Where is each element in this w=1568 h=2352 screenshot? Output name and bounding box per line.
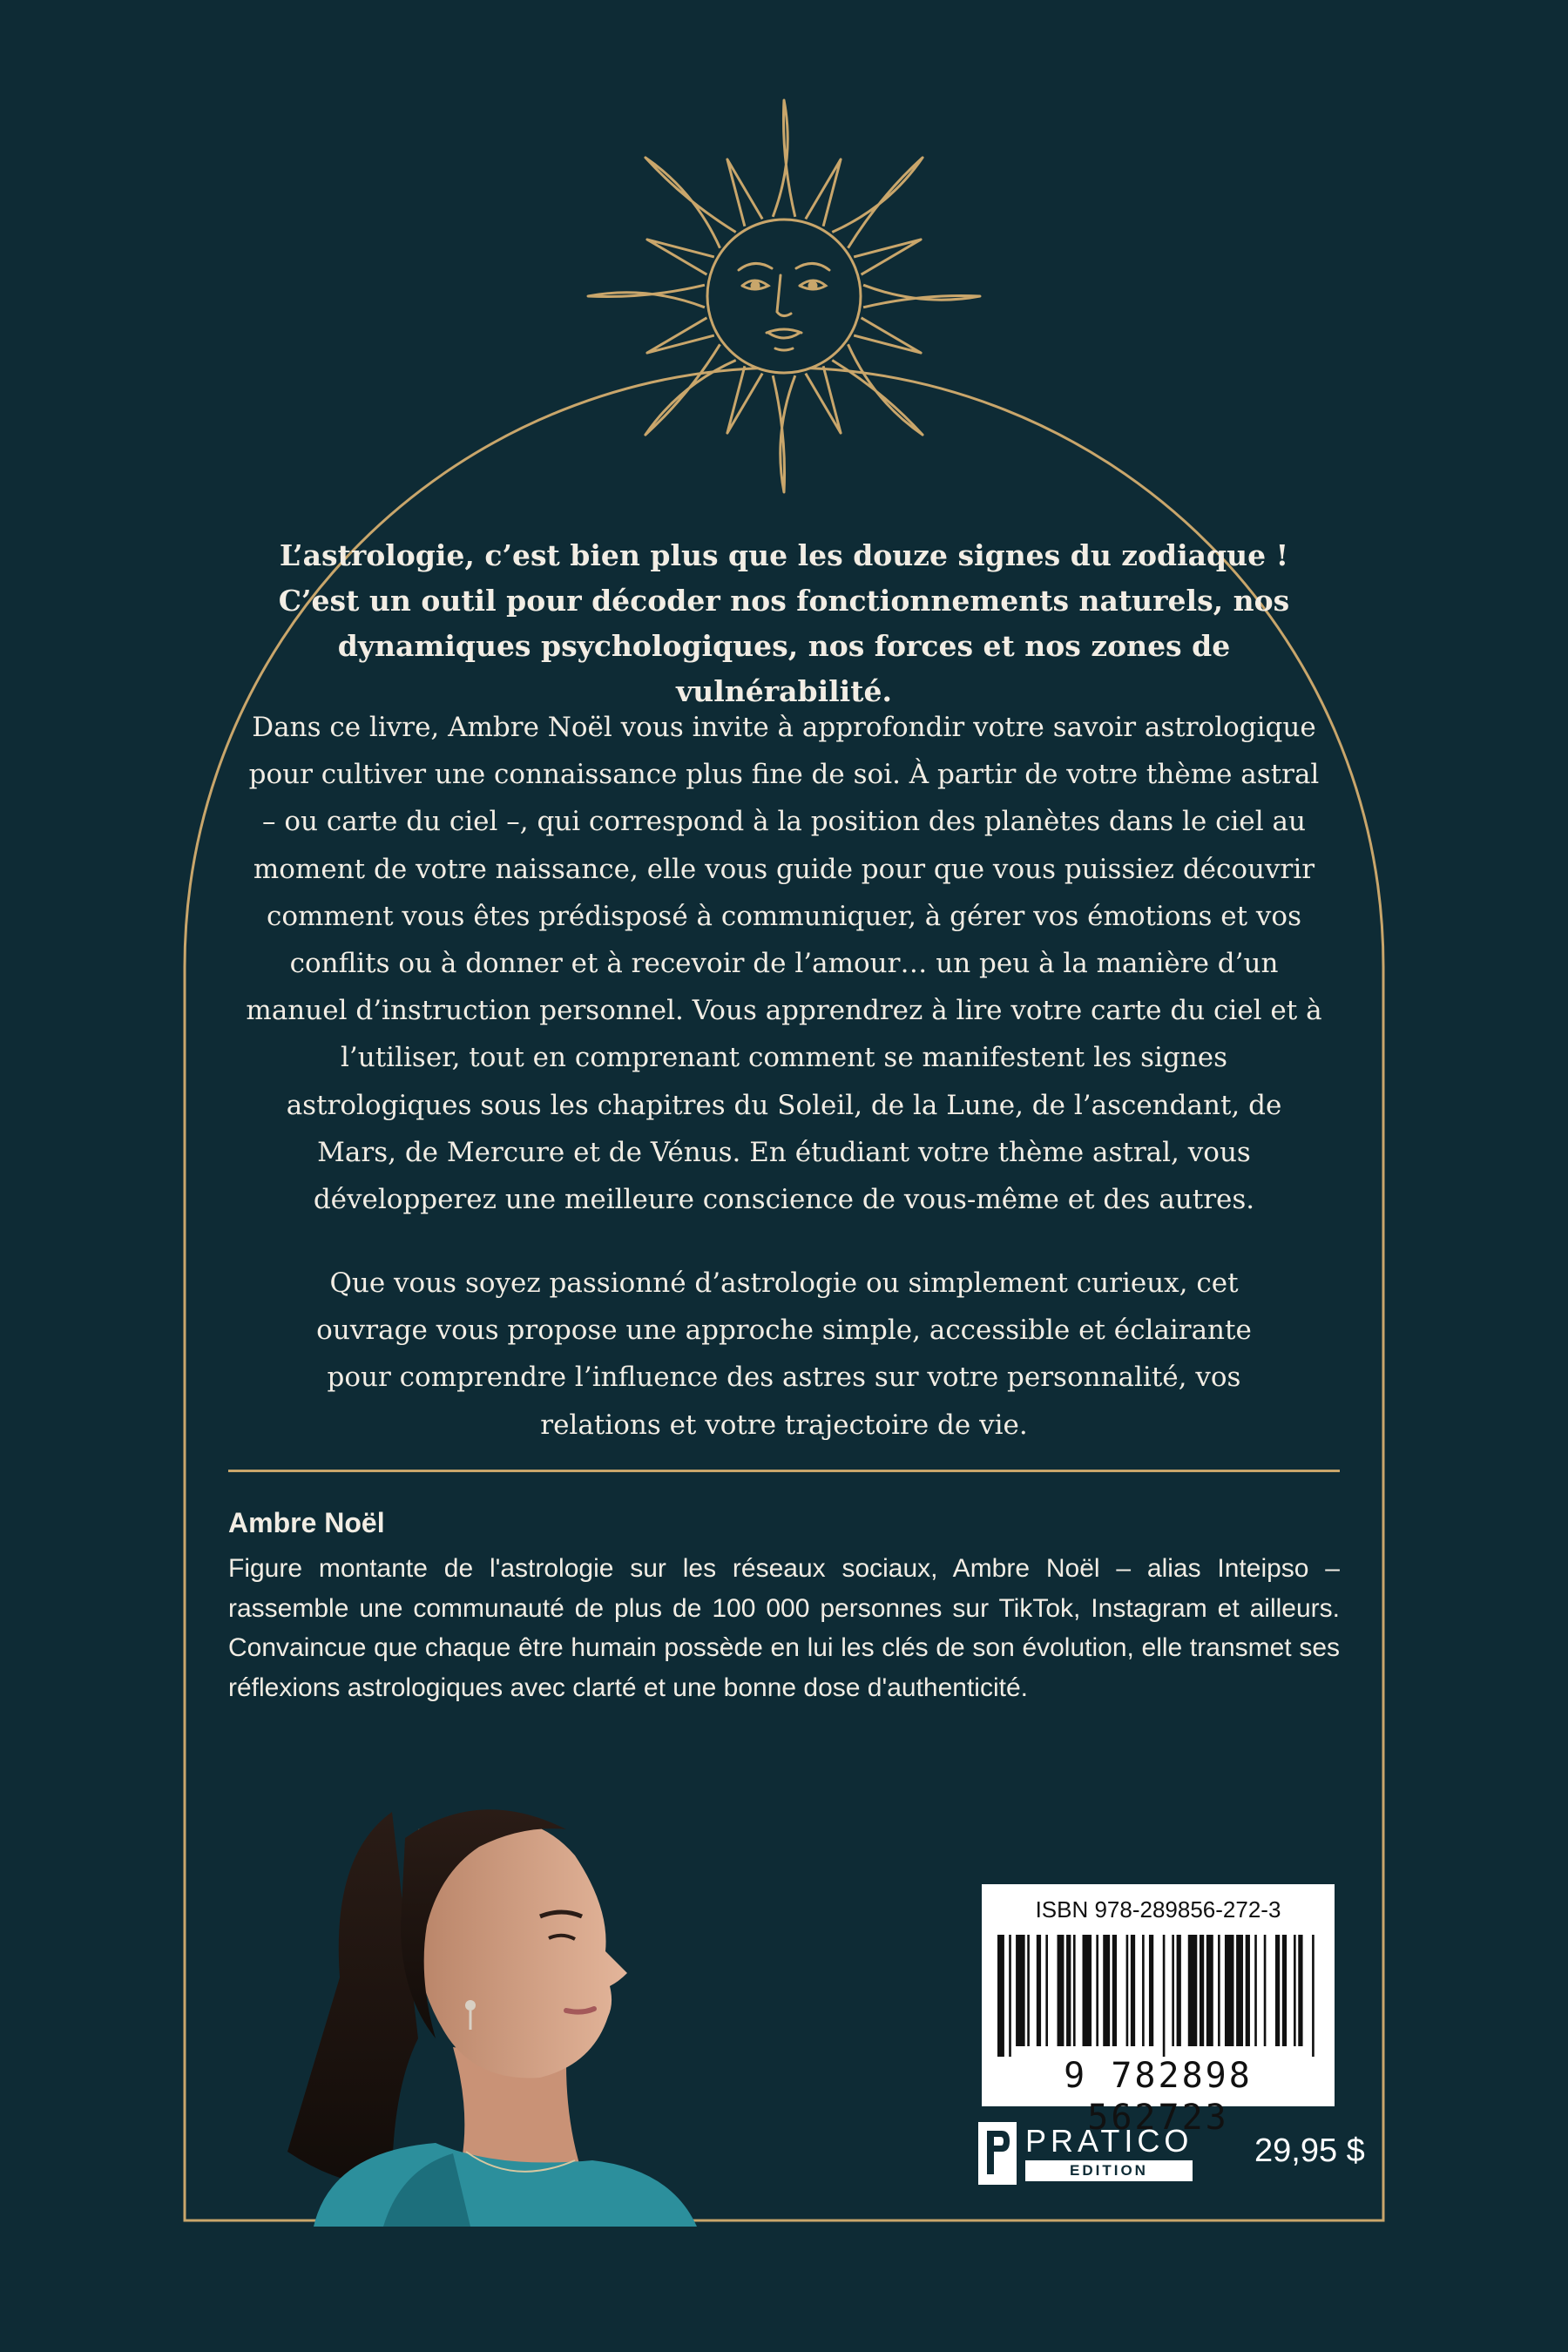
barcode-bar bbox=[1096, 1935, 1098, 2046]
barcode bbox=[997, 1935, 1319, 2057]
author-portrait bbox=[261, 1777, 732, 2227]
barcode-bar bbox=[1275, 1935, 1280, 2046]
barcode-bar bbox=[1188, 1935, 1198, 2046]
sun-face-icon bbox=[575, 87, 993, 505]
barcode-bar bbox=[1058, 1935, 1064, 2046]
barcode-bar bbox=[1149, 1935, 1153, 2046]
barcode-bar bbox=[1009, 1935, 1011, 2057]
barcode-bar bbox=[1131, 1935, 1135, 2046]
barcode-bar bbox=[1282, 1935, 1287, 2046]
description-paragraph: Dans ce livre, Ambre Noël vous invite à approfondir votre savoir astrologique pour cultiver une connaissance plus fine de soi. À partir de votre thème astral – ou carte du ciel –, qui correspond à la position des planètes dans le ciel au moment de votre naissance, elle vous guide pour que vous puissiez découvrir comment vous êtes prédisposé à communiquer, à gérer vos émotions et vos conflits ou à donner et à recevoir de l’amour… un peu à la manière d’un manuel d’instruction personnel. Vous apprendrez à lire votre carte du ciel et à l’utiliser, tout en comprenant comment se manifestent les signes astrologiques sous les chapitres du Soleil, de la Lune, de l’ascendant, de Mars, de Mercure et de Vénus. En étudiant votre thème astral, vous développerez une meilleure conscience de vous-même et des autres. bbox=[246, 712, 1322, 1216]
barcode-bar bbox=[997, 1935, 1004, 2057]
divider bbox=[228, 1470, 1340, 1472]
barcode-bar bbox=[1264, 1935, 1267, 2046]
publisher-sub: EDITION bbox=[1070, 2162, 1148, 2179]
barcode-bar bbox=[1218, 1935, 1220, 2046]
isbn-label: ISBN 978-289856-272-3 bbox=[1035, 1896, 1281, 1923]
barcode-bar bbox=[1126, 1935, 1129, 2046]
barcode-bar bbox=[1254, 1935, 1257, 2046]
barcode-bar bbox=[1236, 1935, 1243, 2046]
barcode-digits: 9 782898 562723 bbox=[1064, 2056, 1253, 2138]
barcode-bar bbox=[1200, 1935, 1204, 2046]
barcode-bar bbox=[1045, 1935, 1048, 2046]
barcode-bar bbox=[1083, 1935, 1092, 2046]
publisher-p-icon bbox=[978, 2122, 1017, 2185]
barcode-bar bbox=[1142, 1935, 1145, 2046]
barcode-bar bbox=[1163, 1935, 1166, 2057]
barcode-bar bbox=[1073, 1935, 1076, 2046]
barcode-bar bbox=[1298, 1935, 1302, 2046]
barcode-bar bbox=[1312, 1935, 1315, 2057]
publisher-logo bbox=[978, 2122, 1196, 2185]
isbn-barcode-box bbox=[982, 1884, 1335, 2138]
tagline: L’astrologie, c’est bien plus que les douze signes du zodiaque ! C’est un outil pour décoder nos fonctionnements naturels, nos dynamiques psychologiques, nos forces et nos zones de vulnérabilité. bbox=[278, 538, 1290, 708]
barcode-bar bbox=[1206, 1935, 1213, 2046]
barcode-bar bbox=[1037, 1935, 1041, 2046]
barcode-bar bbox=[1016, 1935, 1025, 2046]
price: 29,95 $ bbox=[1254, 2132, 1365, 2169]
barcode-bar bbox=[1172, 1935, 1174, 2046]
barcode-bar bbox=[1246, 1935, 1250, 2046]
barcode-bar bbox=[1177, 1935, 1181, 2046]
barcode-bar bbox=[1027, 1935, 1030, 2046]
barcode-bar bbox=[1112, 1935, 1117, 2046]
author-name: Ambre Noël bbox=[228, 1507, 385, 1538]
author-bio: Figure montante de l'astrologie sur les réseaux sociaux, Ambre Noël – alias Inteipso – rassemble une communauté de plus de 100 000 personnes sur TikTok, Instagram et ailleurs. Convaincue que chaque être humain possède en lui les clés de son évolution, elle transmet ses réflexions astrologiques avec clarté et une bonne dose d'authenticité. bbox=[228, 1554, 1340, 1702]
publisher-name: PRATICO bbox=[1025, 2123, 1193, 2159]
barcode-bar bbox=[1294, 1935, 1296, 2046]
barcode-bar bbox=[1103, 1935, 1110, 2046]
barcode-bar bbox=[1225, 1935, 1234, 2046]
barcode-bar bbox=[1066, 1935, 1071, 2046]
closing-paragraph: Que vous soyez passionné d’astrologie ou simplement curieux, cet ouvrage vous propose une approche simple, accessible et éclairante pour comprendre l’influence des astres sur votre personnalité, vos relations et votre trajectoire de vie. bbox=[316, 1267, 1252, 1441]
